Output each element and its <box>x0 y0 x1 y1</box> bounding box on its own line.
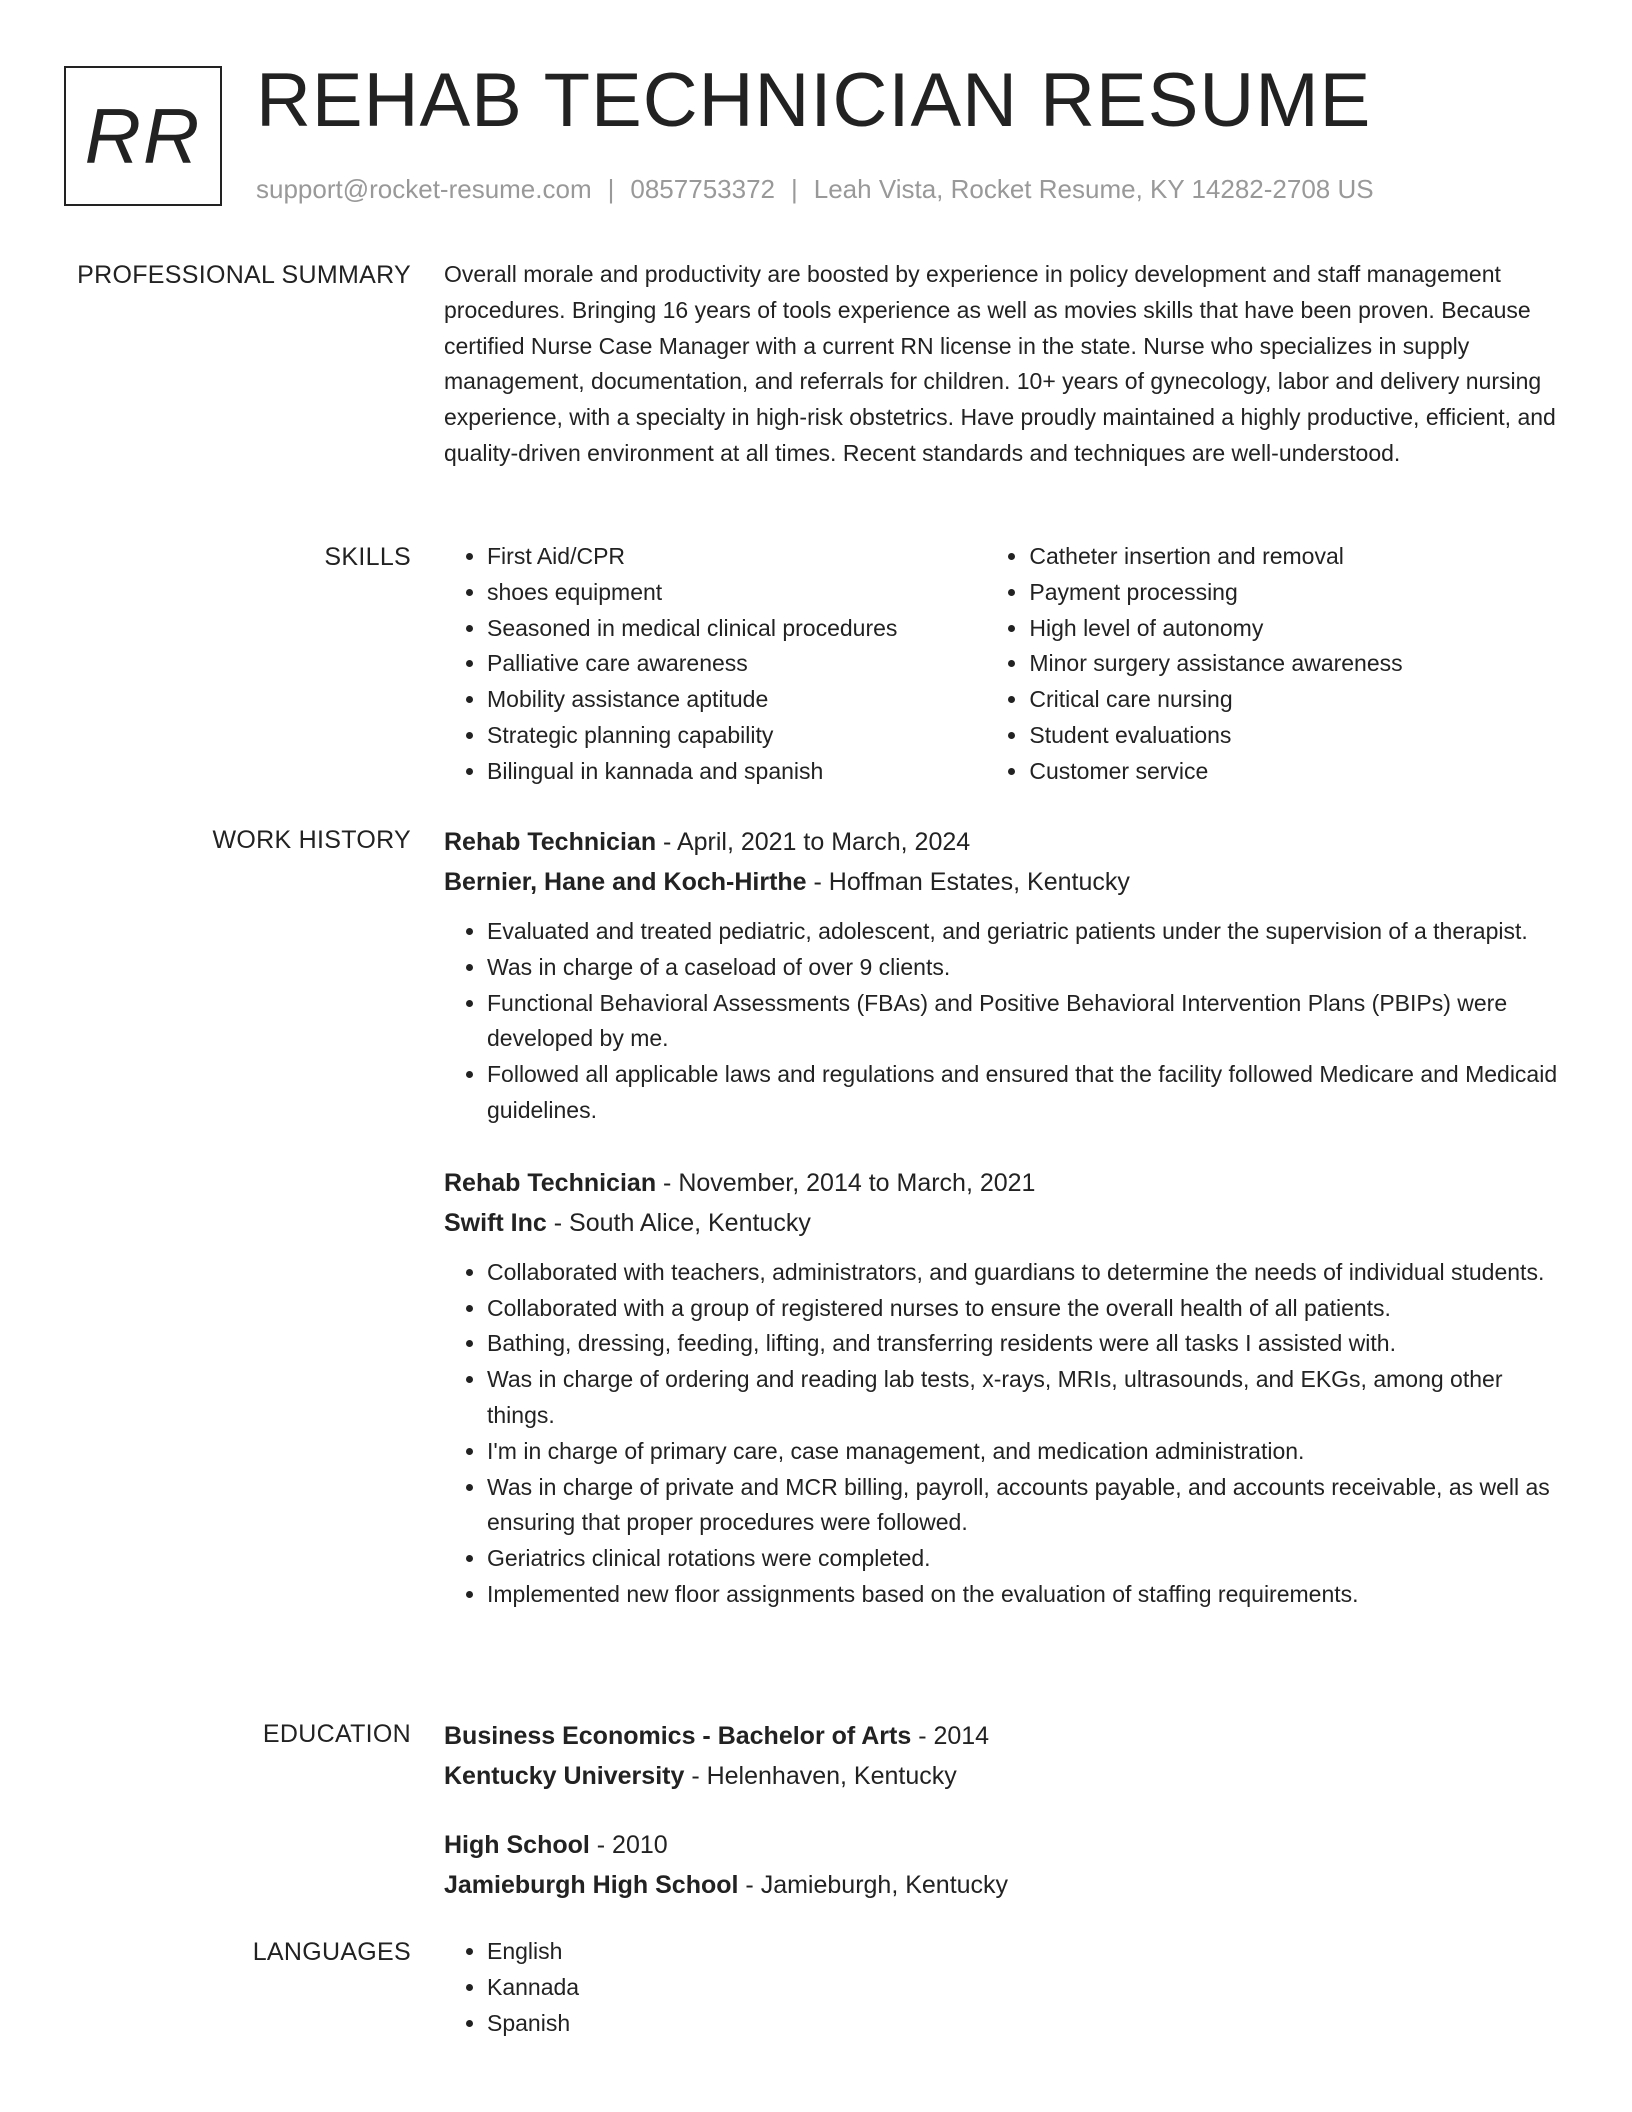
summary-label: PROFESSIONAL SUMMARY <box>77 261 411 289</box>
job-title-line: Rehab Technician - November, 2014 to March, 2021 <box>444 1168 1036 1197</box>
degree-year: 2010 <box>612 1831 668 1859</box>
contact-separator: | <box>791 174 798 204</box>
education-body <box>444 1716 1559 1905</box>
skill-item: • Catheter insertion and removal <box>1029 539 1559 575</box>
initials-monogram: RR <box>64 66 222 206</box>
skill-item: • Minor surgery assistance awareness <box>1029 646 1559 682</box>
summary-text: Overall morale and productivity are boosted by experience in policy development and staff management procedures. Bringing 16 years of tools experience as well as movies skills that have been proven. Because certified Nurse Case Manager with a current RN license in the state. Nurse who specializes in supply management, documentation, and referrals for children. 10+ years of gynecology, labor and delivery nursing experience, with a specialty in high-risk obstetrics. Have proudly maintained a highly productive, efficient, and quality-driven environment at all times. Recent standards and techniques are well-understood. <box>444 261 1556 466</box>
education-entry <box>444 1825 1559 1905</box>
school-line: Kentucky University - Helenhaven, Kentucky <box>444 1762 957 1790</box>
contact-line <box>256 174 1374 205</box>
job-bullet: • I'm in charge of primary care, case management, and medication administration. <box>487 1434 1559 1470</box>
skill-item: • Bilingual in kannada and spanish <box>487 754 978 790</box>
skill-item: • Customer service <box>1029 754 1559 790</box>
skills-list <box>444 539 1559 790</box>
language-item: • English <box>487 1934 1559 1970</box>
skills-label: SKILLS <box>324 543 411 571</box>
job-dates: April, 2021 to March, 2024 <box>676 828 971 856</box>
school-location: Jamieburgh, Kentucky <box>760 1871 1009 1899</box>
job-bullet: • Functional Behavioral Assessments (FBAs) and Positive Behavioral Intervention Plans (PBIPs) were developed by me. <box>487 986 1559 1058</box>
job-location: Hoffman Estates, Kentucky <box>828 868 1130 896</box>
languages-label: LANGUAGES <box>252 1938 411 1966</box>
job-bullet: • Followed all applicable laws and regulations and ensured that the facility followed Medicare and Medicaid guidelines. <box>487 1057 1559 1129</box>
job-bullet: • Was in charge of private and MCR billing, payroll, accounts payable, and accounts receivable, as well as ensuring that proper procedures were followed. <box>487 1470 1559 1542</box>
school-line: Jamieburgh High School - Jamieburgh, Kentucky <box>444 1871 1009 1899</box>
job-bullet: • Geriatrics clinical rotations were completed. <box>487 1541 1559 1577</box>
work-history-body <box>444 822 1559 1613</box>
job-bullets <box>444 1255 1559 1613</box>
job-entry <box>444 1163 1559 1613</box>
job-bullet: • Bathing, dressing, feeding, lifting, and transferring residents were all tasks I assisted with. <box>487 1326 1559 1362</box>
resume-title: REHAB TECHNICIAN RESUME <box>256 58 1372 143</box>
job-bullets <box>444 914 1559 1129</box>
skill-item: • Mobility assistance aptitude <box>487 682 978 718</box>
skill-item: • First Aid/CPR <box>487 539 978 575</box>
skill-item: • Critical care nursing <box>1029 682 1559 718</box>
job-company: Bernier, Hane and Koch-Hirthe <box>444 868 807 896</box>
degree-line: Business Economics - Bachelor of Arts - 2014 <box>444 1722 990 1750</box>
skill-item: • High level of autonomy <box>1029 611 1559 647</box>
job-bullet: • Evaluated and treated pediatric, adolescent, and geriatric patients under the supervision of a therapist. <box>487 914 1559 950</box>
languages-body <box>444 1934 1559 2041</box>
skill-item: • Palliative care awareness <box>487 646 978 682</box>
degree-line: High School - 2010 <box>444 1831 668 1859</box>
languages-list <box>444 1934 1559 2041</box>
job-dates: November, 2014 to March, 2021 <box>678 1168 1036 1197</box>
degree: High School <box>444 1831 590 1859</box>
education-label: EDUCATION <box>262 1720 411 1748</box>
language-item: • Spanish <box>487 2006 1559 2042</box>
job-title-line: Rehab Technician - April, 2021 to March, 2024 <box>444 828 971 856</box>
skill-item: • Payment processing <box>1029 575 1559 611</box>
school-location: Helenhaven, Kentucky <box>706 1762 957 1790</box>
skill-item: • Student evaluations <box>1029 718 1559 754</box>
skill-item: • shoes equipment <box>487 575 978 611</box>
skill-item: • Seasoned in medical clinical procedures <box>487 611 978 647</box>
job-company-line: Bernier, Hane and Koch-Hirthe - Hoffman Estates, Kentucky <box>444 868 1130 896</box>
job-title: Rehab Technician <box>444 1168 657 1197</box>
language-item: • Kannada <box>487 1970 1559 2006</box>
skills-column-left <box>444 539 978 790</box>
job-bullet: • Collaborated with a group of registered nurses to ensure the overall health of all patients. <box>487 1291 1559 1327</box>
job-company-line: Swift Inc - South Alice, Kentucky <box>444 1208 811 1237</box>
job-bullet: • Implemented new floor assignments based on the evaluation of staffing requirements. <box>487 1577 1559 1613</box>
work-history-label: WORK HISTORY <box>212 826 411 854</box>
job-bullet: • Was in charge of a caseload of over 9 clients. <box>487 950 1559 986</box>
job-company: Swift Inc <box>444 1208 547 1237</box>
contact-separator: | <box>607 174 615 204</box>
contact-email: support@rocket-resume.com <box>256 174 592 204</box>
contact-phone: 0857753372 <box>630 174 775 204</box>
degree: Business Economics - Bachelor of Arts <box>444 1722 912 1750</box>
skill-item: • Strategic planning capability <box>487 718 978 754</box>
skills-column-right <box>986 539 1559 790</box>
school: Kentucky University <box>444 1762 685 1790</box>
job-entry <box>444 822 1559 1129</box>
education-entry <box>444 1716 1559 1796</box>
job-title: Rehab Technician <box>444 828 657 856</box>
job-bullet: • Was in charge of ordering and reading lab tests, x-rays, MRIs, ultrasounds, and EKGs, among other things. <box>487 1362 1559 1434</box>
degree-year: 2014 <box>933 1722 990 1750</box>
contact-address: Leah Vista, Rocket Resume, KY 14282-2708 US <box>813 174 1374 204</box>
job-bullet: • Collaborated with teachers, administrators, and guardians to determine the needs of individual students. <box>487 1255 1559 1291</box>
school: Jamieburgh High School <box>444 1871 739 1899</box>
job-location: South Alice, Kentucky <box>569 1208 811 1237</box>
